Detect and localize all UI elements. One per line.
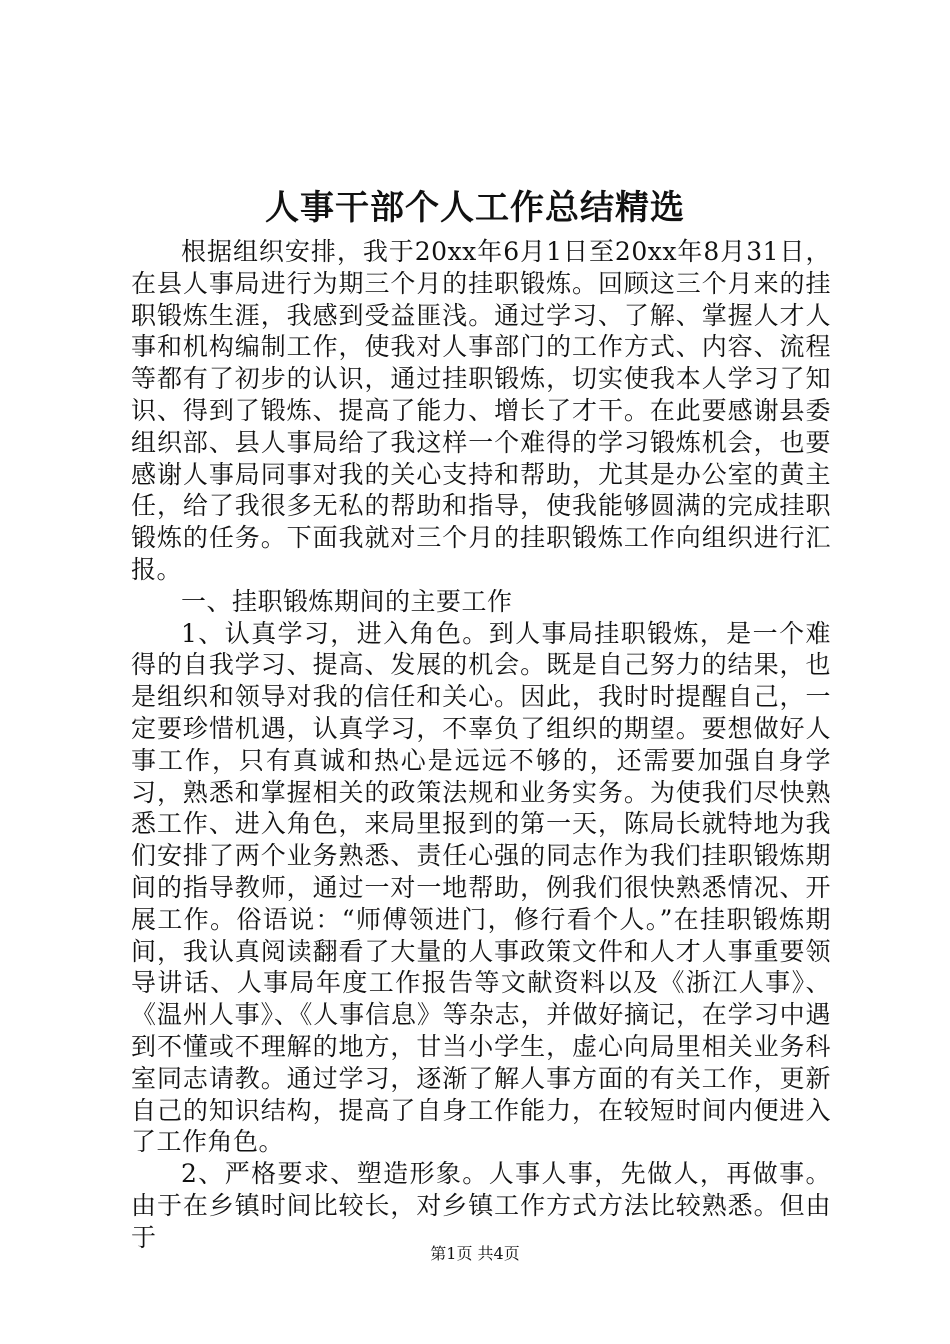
document-title: 人事干部个人工作总结精选: [265, 188, 685, 228]
paragraph-intro: 根据组织安排，我于20xx年6月1日至20xx年8月31日，在县人事局进行为期三个月的挂职锻炼。回顾这三个月来的挂职锻炼生涯，我感到受益匪浅。通过学习、了解、掌握人才人事和机构编制工作，使我对人事部门的工作方式、内容、流程等都有了初步的认识，通过挂职锻炼，切实使我本人学习了知识、得到了锻炼、提高了能力、增长了才干。在此要感谢县委组织部、县人事局给了我这样一个难得的学习锻炼机会，也要感谢人事局同事对我的关心支持和帮助，尤其是办公室的黄主任，给了我很多无私的帮助和指导，使我能够圆满的完成挂职锻炼的任务。下面我就对三个月的挂职锻炼工作向组织进行汇报。: [131, 237, 831, 584]
paragraph-study: 1、认真学习，进入角色。到人事局挂职锻炼，是一个难得的自我学习、提高、发展的机会。既是自己努力的结果，也是组织和领导对我的信任和关心。因此，我时时提醒自己，一定要珍惜机遇，认真学习，不辜负了组织的期望。要想做好人事工作，只有真诚和热心是远远不够的，还需要加强自身学习，熟悉和掌握相关的政策法规和业务实务。为使我们尽快熟悉工作、进入角色，来局里报到的第一天，陈局长就特地为我们安排了两个业务熟悉、责任心强的同志作为我们挂职锻炼期间的指导教师，通过一对一地帮助，例我们很快熟悉情况、开展工作。俗语说：“师傅领进门，修行看个人。”在挂职锻炼期间，我认真阅读翻看了大量的人事政策文件和人才人事重要领导讲话、人事局年度工作报告等文献资料以及《浙江人事》、《温州人事》、《人事信息》等杂志，并做好摘记，在学习中遇到不懂或不理解的地方，甘当小学生，虚心向局里相关业务科室同志请教。通过学习，逐渐了解人事方面的有关工作，更新自己的知识结构，提高了自身工作能力，在较短时间内便进入了工作角色。: [131, 618, 831, 1157]
document-body: [131, 236, 831, 1254]
section-heading: 一、挂职锻炼期间的主要工作: [181, 586, 513, 616]
paragraph-requirements: 2、严格要求、塑造形象。人事人事，先做人，再做事。由于在乡镇时间比较长，对乡镇工作方式方法比较熟悉。但由于: [131, 1159, 831, 1252]
page-footer: 第1页 共4页: [430, 1244, 520, 1263]
